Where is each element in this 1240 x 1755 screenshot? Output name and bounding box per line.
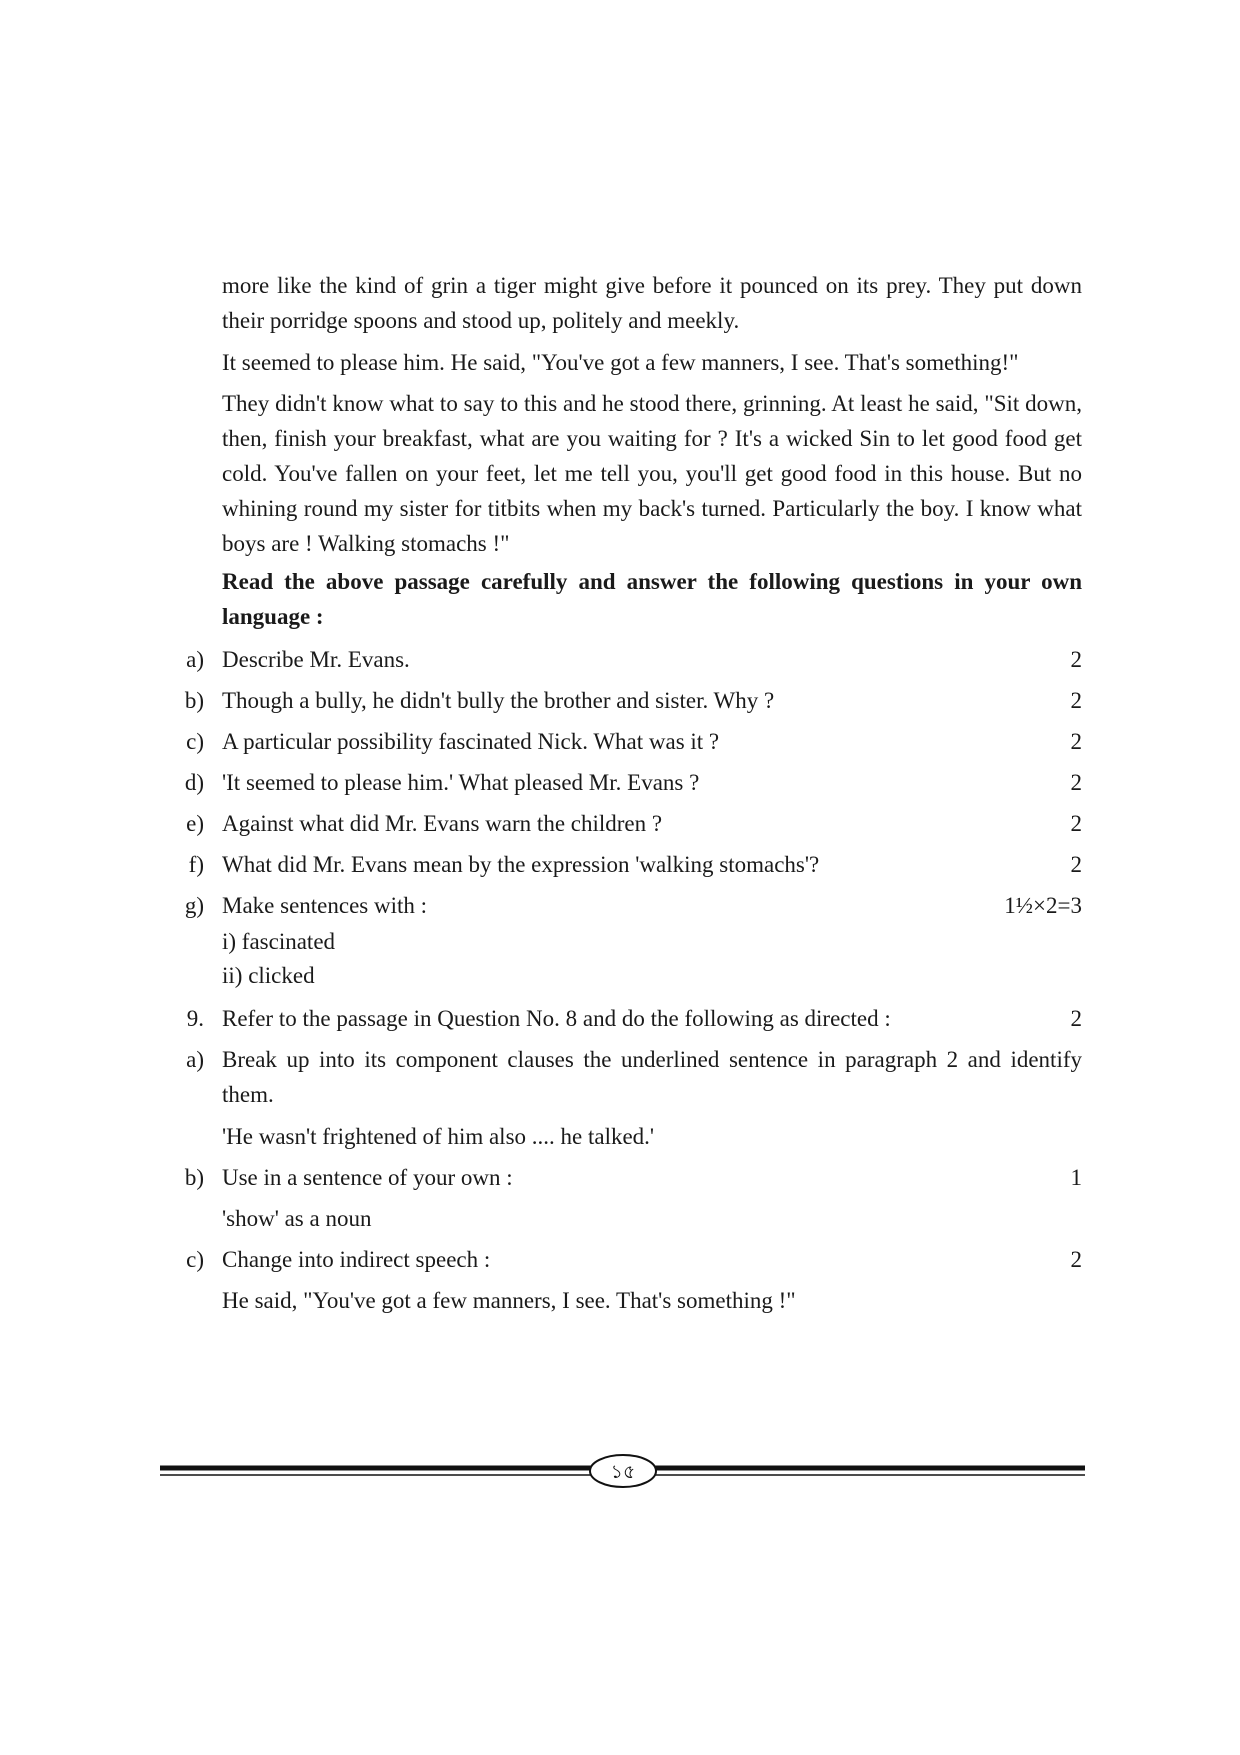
- question-text: Though a bully, he didn't bully the brother and sister. Why ?: [222, 688, 775, 713]
- page-footer: [160, 1453, 1085, 1489]
- question-text: A particular possibility fascinated Nick. What was it ?: [222, 729, 720, 754]
- question-label: g): [184, 893, 204, 918]
- question-text: Describe Mr. Evans.: [222, 647, 410, 672]
- question-9a-quote: 'He wasn't frightened of him also .... he talked.': [222, 1124, 655, 1149]
- question-marks: 2: [1070, 729, 1082, 754]
- question-b: [0, 683, 1240, 718]
- instruction-heading: Read the above passage carefully and answer the following questions in your own language :: [222, 569, 1082, 629]
- question-9b: [0, 1160, 1240, 1195]
- question-marks: 2: [1070, 647, 1082, 672]
- question-9c-detail: He said, "You've got a few manners, I see. That's something !": [222, 1288, 796, 1313]
- question-g: [0, 888, 1240, 923]
- question-label: a): [186, 647, 204, 672]
- question-a: [0, 642, 1240, 677]
- passage-paragraph-1: more like the kind of grin a tiger might give before it pounced on its prey. They put down their porridge spoons and stood up, politely and meekly.: [222, 273, 1082, 333]
- question-g-item-1: i) fascinated: [222, 929, 336, 954]
- question-label: a): [186, 1047, 204, 1072]
- question-marks: 2: [1070, 688, 1082, 713]
- question-text: Change into indirect speech :: [222, 1247, 491, 1272]
- question-e: [0, 806, 1240, 841]
- page-number: ১৫: [610, 1461, 636, 1483]
- question-label: b): [184, 688, 204, 713]
- question-text: Use in a sentence of your own :: [222, 1165, 513, 1190]
- question-marks: 2: [1070, 770, 1082, 795]
- question-marks: 2: [1070, 1006, 1082, 1031]
- question-d: [0, 765, 1240, 800]
- question-marks: 2: [1070, 852, 1082, 877]
- question-text: Make sentences with :: [222, 893, 428, 918]
- question-label: f): [188, 852, 204, 877]
- question-marks: 1½×2=3: [1004, 893, 1082, 918]
- question-label: 9.: [186, 1006, 204, 1031]
- question-text: 'It seemed to please him.' What pleased Mr. Evans ?: [222, 770, 700, 795]
- question-marks: 1: [1070, 1165, 1082, 1190]
- question-c: [0, 724, 1240, 759]
- question-label: c): [186, 729, 204, 754]
- question-text: Against what did Mr. Evans warn the children ?: [222, 811, 663, 836]
- question-label: c): [186, 1247, 204, 1272]
- question-marks: 2: [1070, 1247, 1082, 1272]
- question-9a-text: Break up into its component clauses the underlined sentence in paragraph 2 and identify them.: [222, 1047, 1082, 1107]
- question-marks: 2: [1070, 811, 1082, 836]
- question-9: [0, 1001, 1240, 1036]
- footer-rule: [160, 1453, 1085, 1489]
- passage-paragraph-2: It seemed to please him. He said, "You've got a few manners, I see. That's something!": [222, 350, 1019, 375]
- question-label: d): [184, 770, 204, 795]
- question-label: e): [186, 811, 204, 836]
- question-f: [0, 847, 1240, 882]
- passage-paragraph-3: They didn't know what to say to this and he stood there, grinning. At least he said, "Sit down, then, finish your breakfast, what are you waiting for ? It's a wicked Sin to let good food get cold. You've fallen on your feet, let me tell you, you'll get good food in this house. But no whining round my sister for titbits when my back's turned. Particularly the boy. I know what boys are ! Walking stomachs !": [222, 391, 1082, 556]
- question-9c: [0, 1242, 1240, 1277]
- question-text: Refer to the passage in Question No. 8 and do the following as directed :: [222, 1006, 891, 1031]
- question-label: b): [184, 1165, 204, 1190]
- question-text: What did Mr. Evans mean by the expression 'walking stomachs'?: [222, 852, 820, 877]
- question-9b-detail: 'show' as a noun: [222, 1206, 372, 1231]
- question-g-item-2: ii) clicked: [222, 963, 315, 988]
